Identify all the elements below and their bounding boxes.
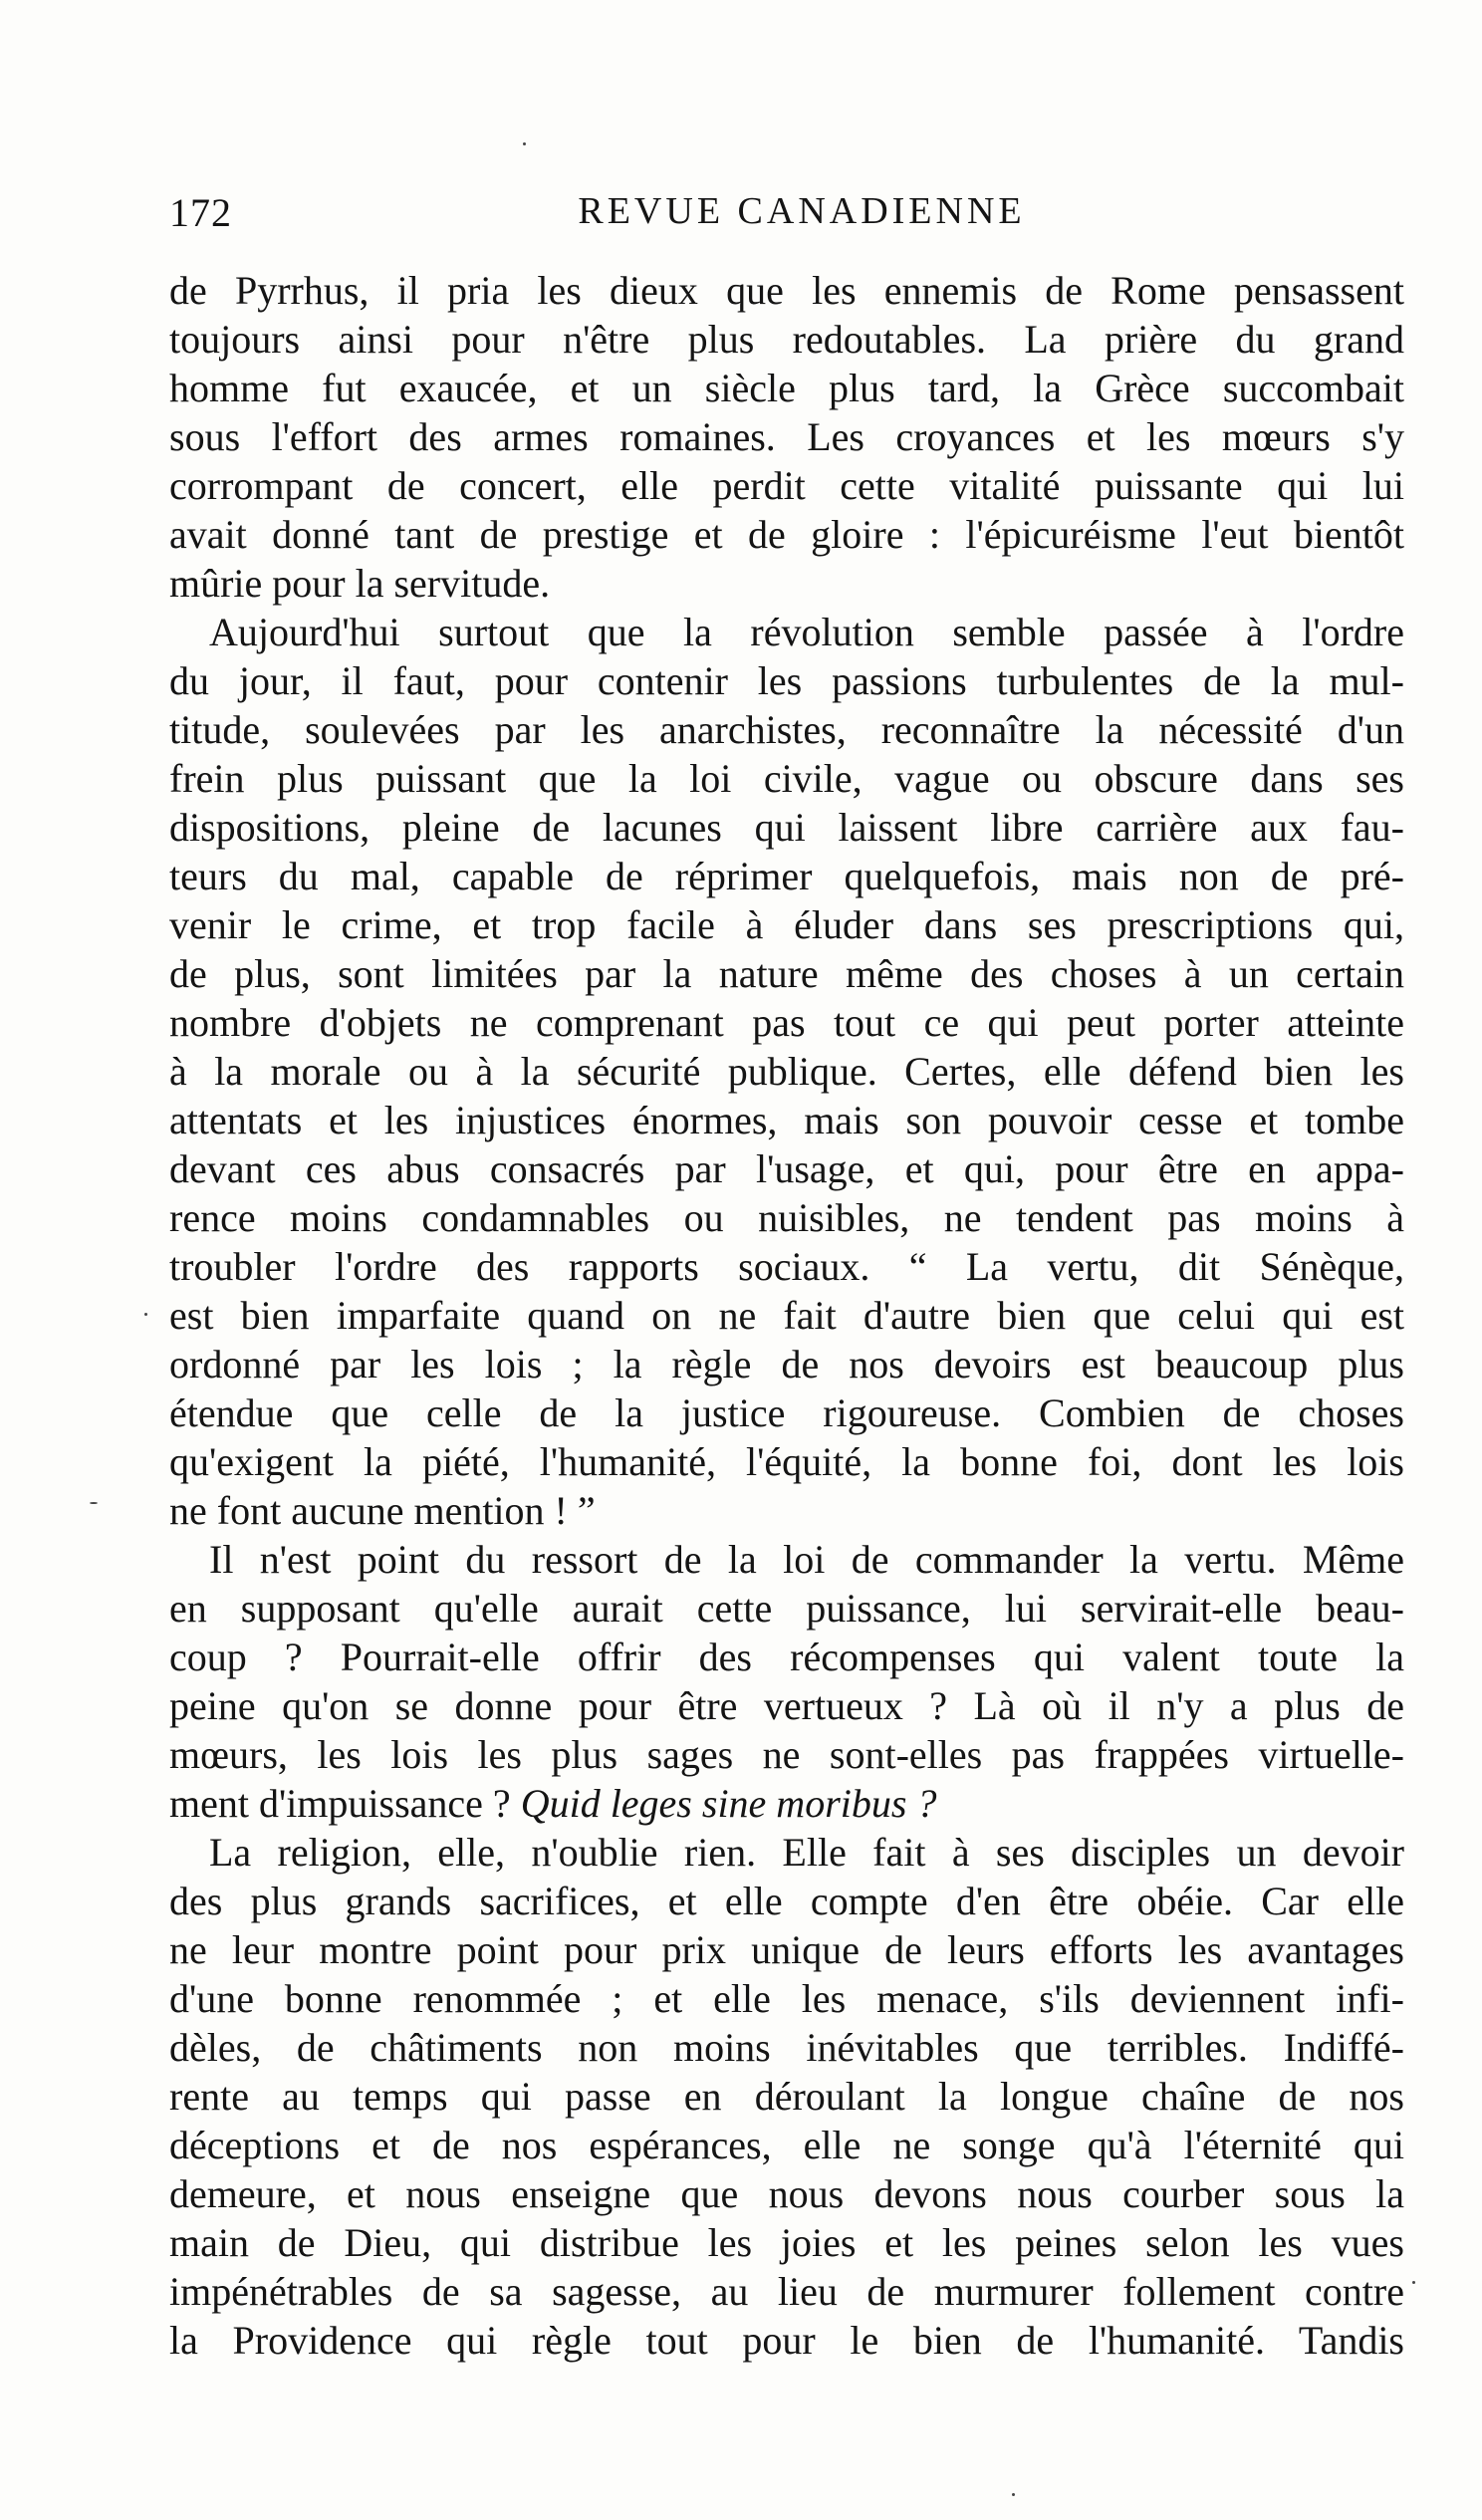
text-line: de plus, sont limitées par la nature même des choses à un certain [169, 951, 1404, 996]
text-line: ne font aucune mention ! ” [169, 1488, 596, 1533]
text-line: avait donné tant de prestige et de gloire : l'épicuréisme l'eut bientôt [169, 512, 1404, 557]
text-line: mûrie pour la servitude. [169, 561, 551, 606]
text-line: nombre d'objets ne comprenant pas tout ce qui peut porter atteinte [169, 1000, 1404, 1045]
text-line: devant ces abus consacrés par l'usage, et qui, pour être en appa- [169, 1146, 1404, 1191]
page-header [169, 189, 1404, 249]
paragraph-1 [169, 266, 1404, 608]
page-number: 172 [169, 190, 232, 235]
text-line: demeure, et nous enseigne que nous devons nous courber sous la [169, 2171, 1404, 2216]
text-line: des plus grands sacrifices, et elle compte d'en être obéie. Car elle [169, 1879, 1404, 1923]
paragraph-3 [169, 1535, 1404, 1828]
text-line: en supposant qu'elle aurait cette puissance, lui servirait-elle beau- [169, 1586, 1404, 1631]
print-speck [1412, 2281, 1415, 2284]
text-line: à la morale ou à la sécurité publique. Certes, elle défend bien les [169, 1049, 1404, 1094]
print-speck [90, 1502, 98, 1504]
text-line: troubler l'ordre des rapports sociaux. “ La vertu, dit Sénèque, [169, 1244, 1404, 1289]
text-line: coup ? Pourrait-elle offrir des récompenses qui valent toute la [169, 1635, 1404, 1679]
text-line: teurs du mal, capable de réprimer quelquefois, mais non de pré- [169, 854, 1404, 898]
text-line: venir le crime, et trop facile à éluder dans ses prescriptions qui, [169, 902, 1404, 947]
text-line: toujours ainsi pour n'être plus redoutables. La prière du grand [169, 317, 1404, 362]
text-line: homme fut exaucée, et un siècle plus tard, la Grèce succombait [169, 366, 1404, 410]
text-line: la Providence qui règle tout pour le bien de l'humanité. Tandis [169, 2318, 1404, 2363]
text-line: Aujourd'hui surtout que la révolution semble passée à l'ordre [209, 610, 1404, 654]
text-line: dèles, de châtiments non moins inévitables que terribles. Indiffé- [169, 2025, 1404, 2070]
print-speck [1012, 2493, 1015, 2496]
latin-quote: Quid leges sine moribus ? [520, 1781, 937, 1826]
text-line [169, 1779, 1404, 1828]
text-line: frein plus puissant que la loi civile, vague ou obscure dans ses [169, 756, 1404, 801]
text-line: La religion, elle, n'oublie rien. Elle fait à ses disciples un devoir [209, 1830, 1404, 1875]
text-line: attentats et les injustices énormes, mais son pouvoir cesse et tombe [169, 1098, 1404, 1142]
text-line: titude, soulevées par les anarchistes, reconnaître la nécessité d'un [169, 707, 1404, 752]
page-body [169, 266, 1404, 2365]
text-line: qu'exigent la piété, l'humanité, l'équité, la bonne foi, dont les lois [169, 1439, 1404, 1484]
text-line: peine qu'on se donne pour être vertueux ? Là où il n'y a plus de [169, 1683, 1404, 1728]
text-line: impénétrables de sa sagesse, au lieu de murmurer follement contre [169, 2269, 1404, 2314]
paragraph-2 [169, 608, 1404, 1535]
text-line: dispositions, pleine de lacunes qui laissent libre carrière aux fau- [169, 805, 1404, 850]
text-line: du jour, il faut, pour contenir les passions turbulentes de la mul- [169, 658, 1404, 703]
text-line: ne leur montre point pour prix unique de leurs efforts les avantages [169, 1927, 1404, 1972]
print-speck [144, 1313, 147, 1316]
text-line: de Pyrrhus, il pria les dieux que les ennemis de Rome pensassent [169, 268, 1404, 313]
text-line: d'une bonne renommée ; et elle les menace, s'ils deviennent infi- [169, 1976, 1404, 2021]
text-line: est bien imparfaite quand on ne fait d'autre bien que celui qui est [169, 1293, 1404, 1338]
text-line: rente au temps qui passe en déroulant la longue chaîne de nos [169, 2074, 1404, 2119]
text-line: déceptions et de nos espérances, elle ne songe qu'à l'éternité qui [169, 2123, 1404, 2167]
text-line: rence moins condamnables ou nuisibles, ne tendent pas moins à [169, 1195, 1404, 1240]
text-line: étendue que celle de la justice rigoureuse. Combien de choses [169, 1390, 1404, 1435]
text-line: sous l'effort des armes romaines. Les croyances et les mœurs s'y [169, 414, 1404, 459]
text-line: mœurs, les lois les plus sages ne sont-elles pas frappées virtuelle- [169, 1732, 1404, 1777]
print-speck [523, 142, 526, 145]
text-line-start: ment d'impuissance ? [169, 1781, 511, 1826]
text-line: Il n'est point du ressort de la loi de commander la vertu. Même [209, 1537, 1404, 1582]
running-title: REVUE CANADIENNE [578, 190, 1026, 232]
paragraph-4 [169, 1828, 1404, 2365]
text-line: corrompant de concert, elle perdit cette vitalité puissante qui lui [169, 463, 1404, 508]
text-line: main de Dieu, qui distribue les joies et les peines selon les vues [169, 2220, 1404, 2265]
text-line: ordonné par les lois ; la règle de nos devoirs est beaucoup plus [169, 1342, 1404, 1386]
